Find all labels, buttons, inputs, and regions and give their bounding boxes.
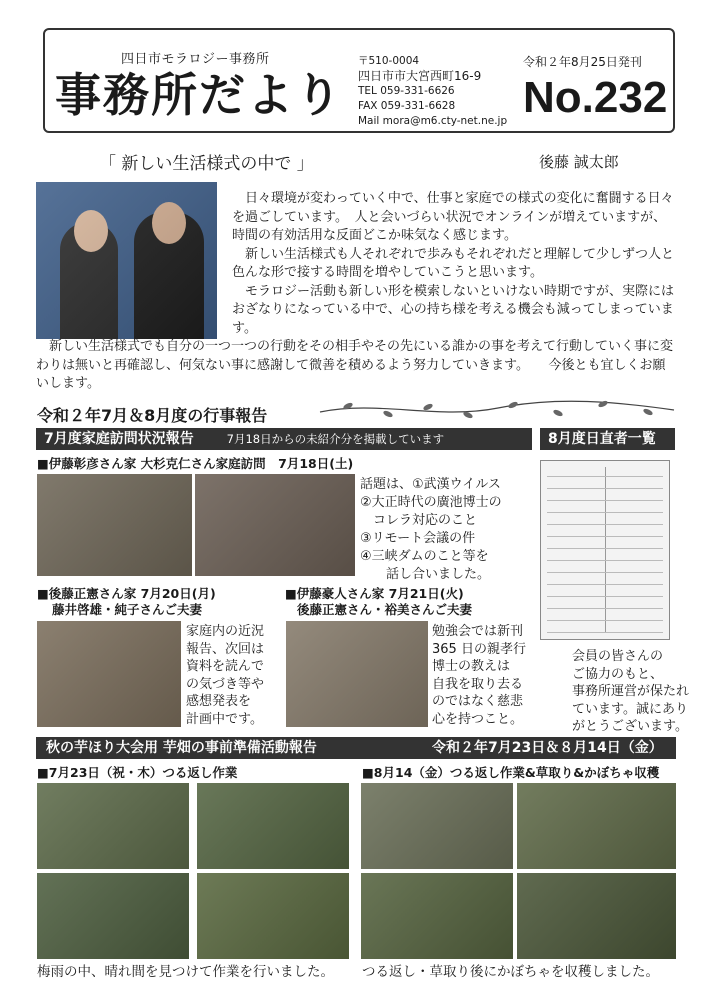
autumn-left-caption: 梅雨の中、晴れ間を見つけて作業を行いました。 — [37, 964, 334, 980]
autumn-left-title: ■7月23日（祝・木）つる返し作業 — [37, 765, 238, 780]
visit3-couple: 後藤正憲さん・裕美さんご夫妻 — [297, 602, 473, 617]
july-visits-note: 7月18日からの未紹介分を掲載しています — [226, 432, 445, 446]
visit3-text: 勉強会では新刊 365 日の親孝行 博士の教えは 自我を取り去る のではなく慈悲 心を持つこと。 — [432, 624, 526, 727]
fax: FAX 059-331-6628 — [358, 100, 456, 112]
org-name: 四日市モラロジー事務所 — [121, 52, 270, 67]
field-photo — [361, 783, 513, 869]
visit1-title: ■伊藤彰彦さん家 大杉克仁さん家庭訪問 7月18日(土) — [37, 456, 354, 471]
issue-date: 令和２年8月25日発刊 — [523, 55, 642, 69]
visit1-photo-left — [37, 474, 192, 576]
autumn-right-caption: つる返し・草取り後にかぼちゃを収穫しました。 — [362, 964, 659, 980]
autumn-title: 秋の芋ほり大会用 芋畑の事前準備活動報告 — [46, 740, 317, 756]
field-photo — [197, 873, 349, 959]
schedule-bar — [540, 428, 675, 450]
essay-title: 「 新しい生活様式の中で 」 — [99, 154, 314, 174]
visit2-title: ■後藤正憲さん家 7月20日(月) — [37, 586, 216, 601]
report-heading: 令和２年7月＆8月度の行事報告 — [37, 406, 268, 425]
visit2-text: 家庭内の近況 報告、次回は 資料を読んで の気づき等や 感想発表を 計画中です。 — [186, 624, 265, 727]
tel: TEL 059-331-6626 — [358, 85, 455, 97]
essay-author: 後藤 誠太郎 — [539, 153, 619, 171]
schedule-title: 8月度日直者一覧 — [548, 431, 656, 447]
field-photo — [37, 783, 189, 869]
field-photo — [37, 873, 189, 959]
masthead — [43, 28, 675, 133]
essay-body — [36, 190, 676, 394]
july-visits-title: 7月度家庭訪問状況報告 — [44, 431, 194, 447]
pumpkin-photo — [517, 873, 676, 959]
essay-paragraph: 日々環境が変わっていく中で、仕事と家庭での様式の変化に奮闘する日々を過ごしています。 人と会いづらい状況でオンラインが増えていますが、時間の有効活用な反面どこか味気なく感じます。 — [232, 191, 674, 243]
schedule-text: 会員の皆さんの ご協力のもと、 事務所運営が保たれ ています。誠にあり がとうございます。 — [572, 649, 690, 735]
field-photo — [197, 783, 349, 869]
field-photo — [361, 873, 513, 959]
essay-paragraph: 新しい生活様式でも自分の一つ一つの行動をその相手やその先にいる誰かの事を考えて行動していく事に変わりは無いと再確認し、何気ない事に感謝して微善を積めるよう努力していきます。 今後とも宜しくお願いします。 — [36, 339, 674, 391]
july-visits-bar — [36, 428, 532, 450]
newsletter-title: 事務所だより — [55, 68, 343, 122]
vine-ornament — [318, 396, 676, 424]
contact-block — [358, 54, 507, 129]
field-photo — [517, 783, 676, 869]
visit3-title: ■伊藤豪人さん家 7月21日(火) — [285, 586, 464, 601]
autumn-bar — [36, 737, 676, 759]
essay-paragraph: 新しい生活様式も人それぞれで歩みもそれぞれだと理解して少しずつ人と色んな形で接する時間を増やしていこうと思います。 — [232, 246, 675, 280]
mail: Mail mora@m6.cty-net.ne.jp — [358, 115, 508, 127]
issue-number: No.232 — [523, 73, 668, 122]
visit2-photo — [37, 621, 181, 727]
address: 四日市市大宮西町16-9 — [358, 69, 482, 83]
autumn-right-title: ■8月14（金）つる返し作業&草取り&かぼちゃ収穫 — [362, 765, 660, 780]
postal-code: 〒510-0004 — [358, 55, 420, 67]
duty-schedule-photo — [540, 460, 670, 640]
visit2-couple: 藤井啓雄・純子さんご夫妻 — [52, 602, 203, 617]
visit1-photo-right — [195, 474, 355, 576]
autumn-dates: 令和２年7月23日＆８月14日（金） — [432, 740, 663, 756]
visit1-text: 話題は、①武漢ウイルス ②大正時代の廣池博士の コレラ対応のこと ③リモート会議の件 ④三峡ダムのこと等を 話し合いました。 — [360, 477, 502, 582]
visit3-photo — [286, 621, 428, 727]
essay-paragraph: モラロジー活動も新しい形を模索しないといけない時期ですが、実際にはおざなりになっている中で、心の持ち様を考える機会も減ってしまっています。 — [232, 283, 675, 336]
